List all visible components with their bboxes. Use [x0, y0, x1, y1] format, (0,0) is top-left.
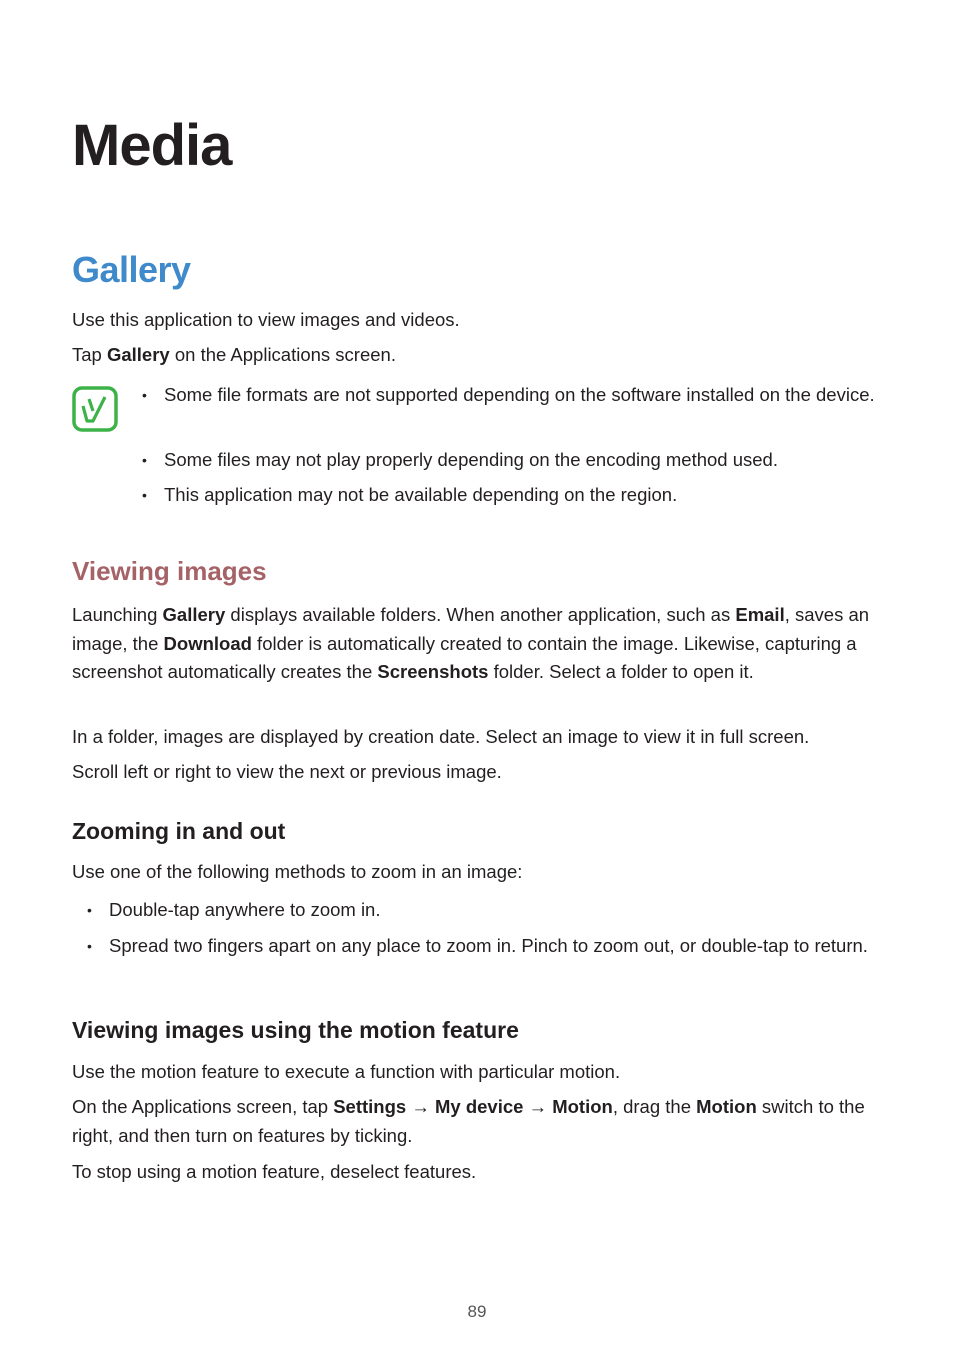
chapter-title: Media: [72, 113, 232, 178]
zoom-bullet: • Double-tap anywhere to zoom in.: [87, 899, 381, 920]
motion-paragraph-3: To stop using a motion feature, deselect features.: [72, 1161, 477, 1182]
note-icon: [72, 386, 118, 432]
motion-paragraph-1: Use the motion feature to execute a function with particular motion.: [72, 1061, 621, 1082]
zoom-heading: Zooming in and out: [72, 818, 286, 844]
motion-heading: Viewing images using the motion feature: [72, 1017, 519, 1043]
gallery-intro: Use this application to view images and videos.: [72, 309, 460, 330]
gallery-tap-instruction: Tap Gallery on the Applications screen.: [72, 344, 396, 365]
note-item: • This application may not be available depending on the region.: [142, 484, 678, 505]
note-item: • Some files may not play properly depending on the encoding method used.: [142, 449, 778, 470]
zoom-bullet: • Spread two fingers apart on any place to zoom in. Pinch to zoom out, or double-tap to return.: [87, 935, 868, 956]
viewing-paragraph-3: Scroll left or right to view the next or previous image.: [72, 761, 502, 782]
page-number: 89: [467, 1302, 487, 1321]
viewing-paragraph-2: In a folder, images are displayed by creation date. Select an image to view it in full screen.: [72, 726, 810, 747]
note-item: • Some file formats are not supported depending on the software installed on the device.: [142, 384, 875, 405]
motion-paragraph-2: On the Applications screen, tap Settings → My device → Motion, drag the Motion switch to the right, and then turn on features by ticking.: [72, 1096, 865, 1146]
viewing-paragraph-1: Launching Gallery displays available folders. When another application, such as Email, saves an image, the Download folder is automatically created to contain the image. Likewise, capturing a screenshot automatically creates the Screenshots folder. Select a folder to open it.: [72, 604, 870, 682]
viewing-images-heading: Viewing images: [72, 556, 267, 586]
zoom-intro: Use one of the following methods to zoom in an image:: [72, 861, 523, 882]
section-title: Gallery: [72, 249, 191, 290]
